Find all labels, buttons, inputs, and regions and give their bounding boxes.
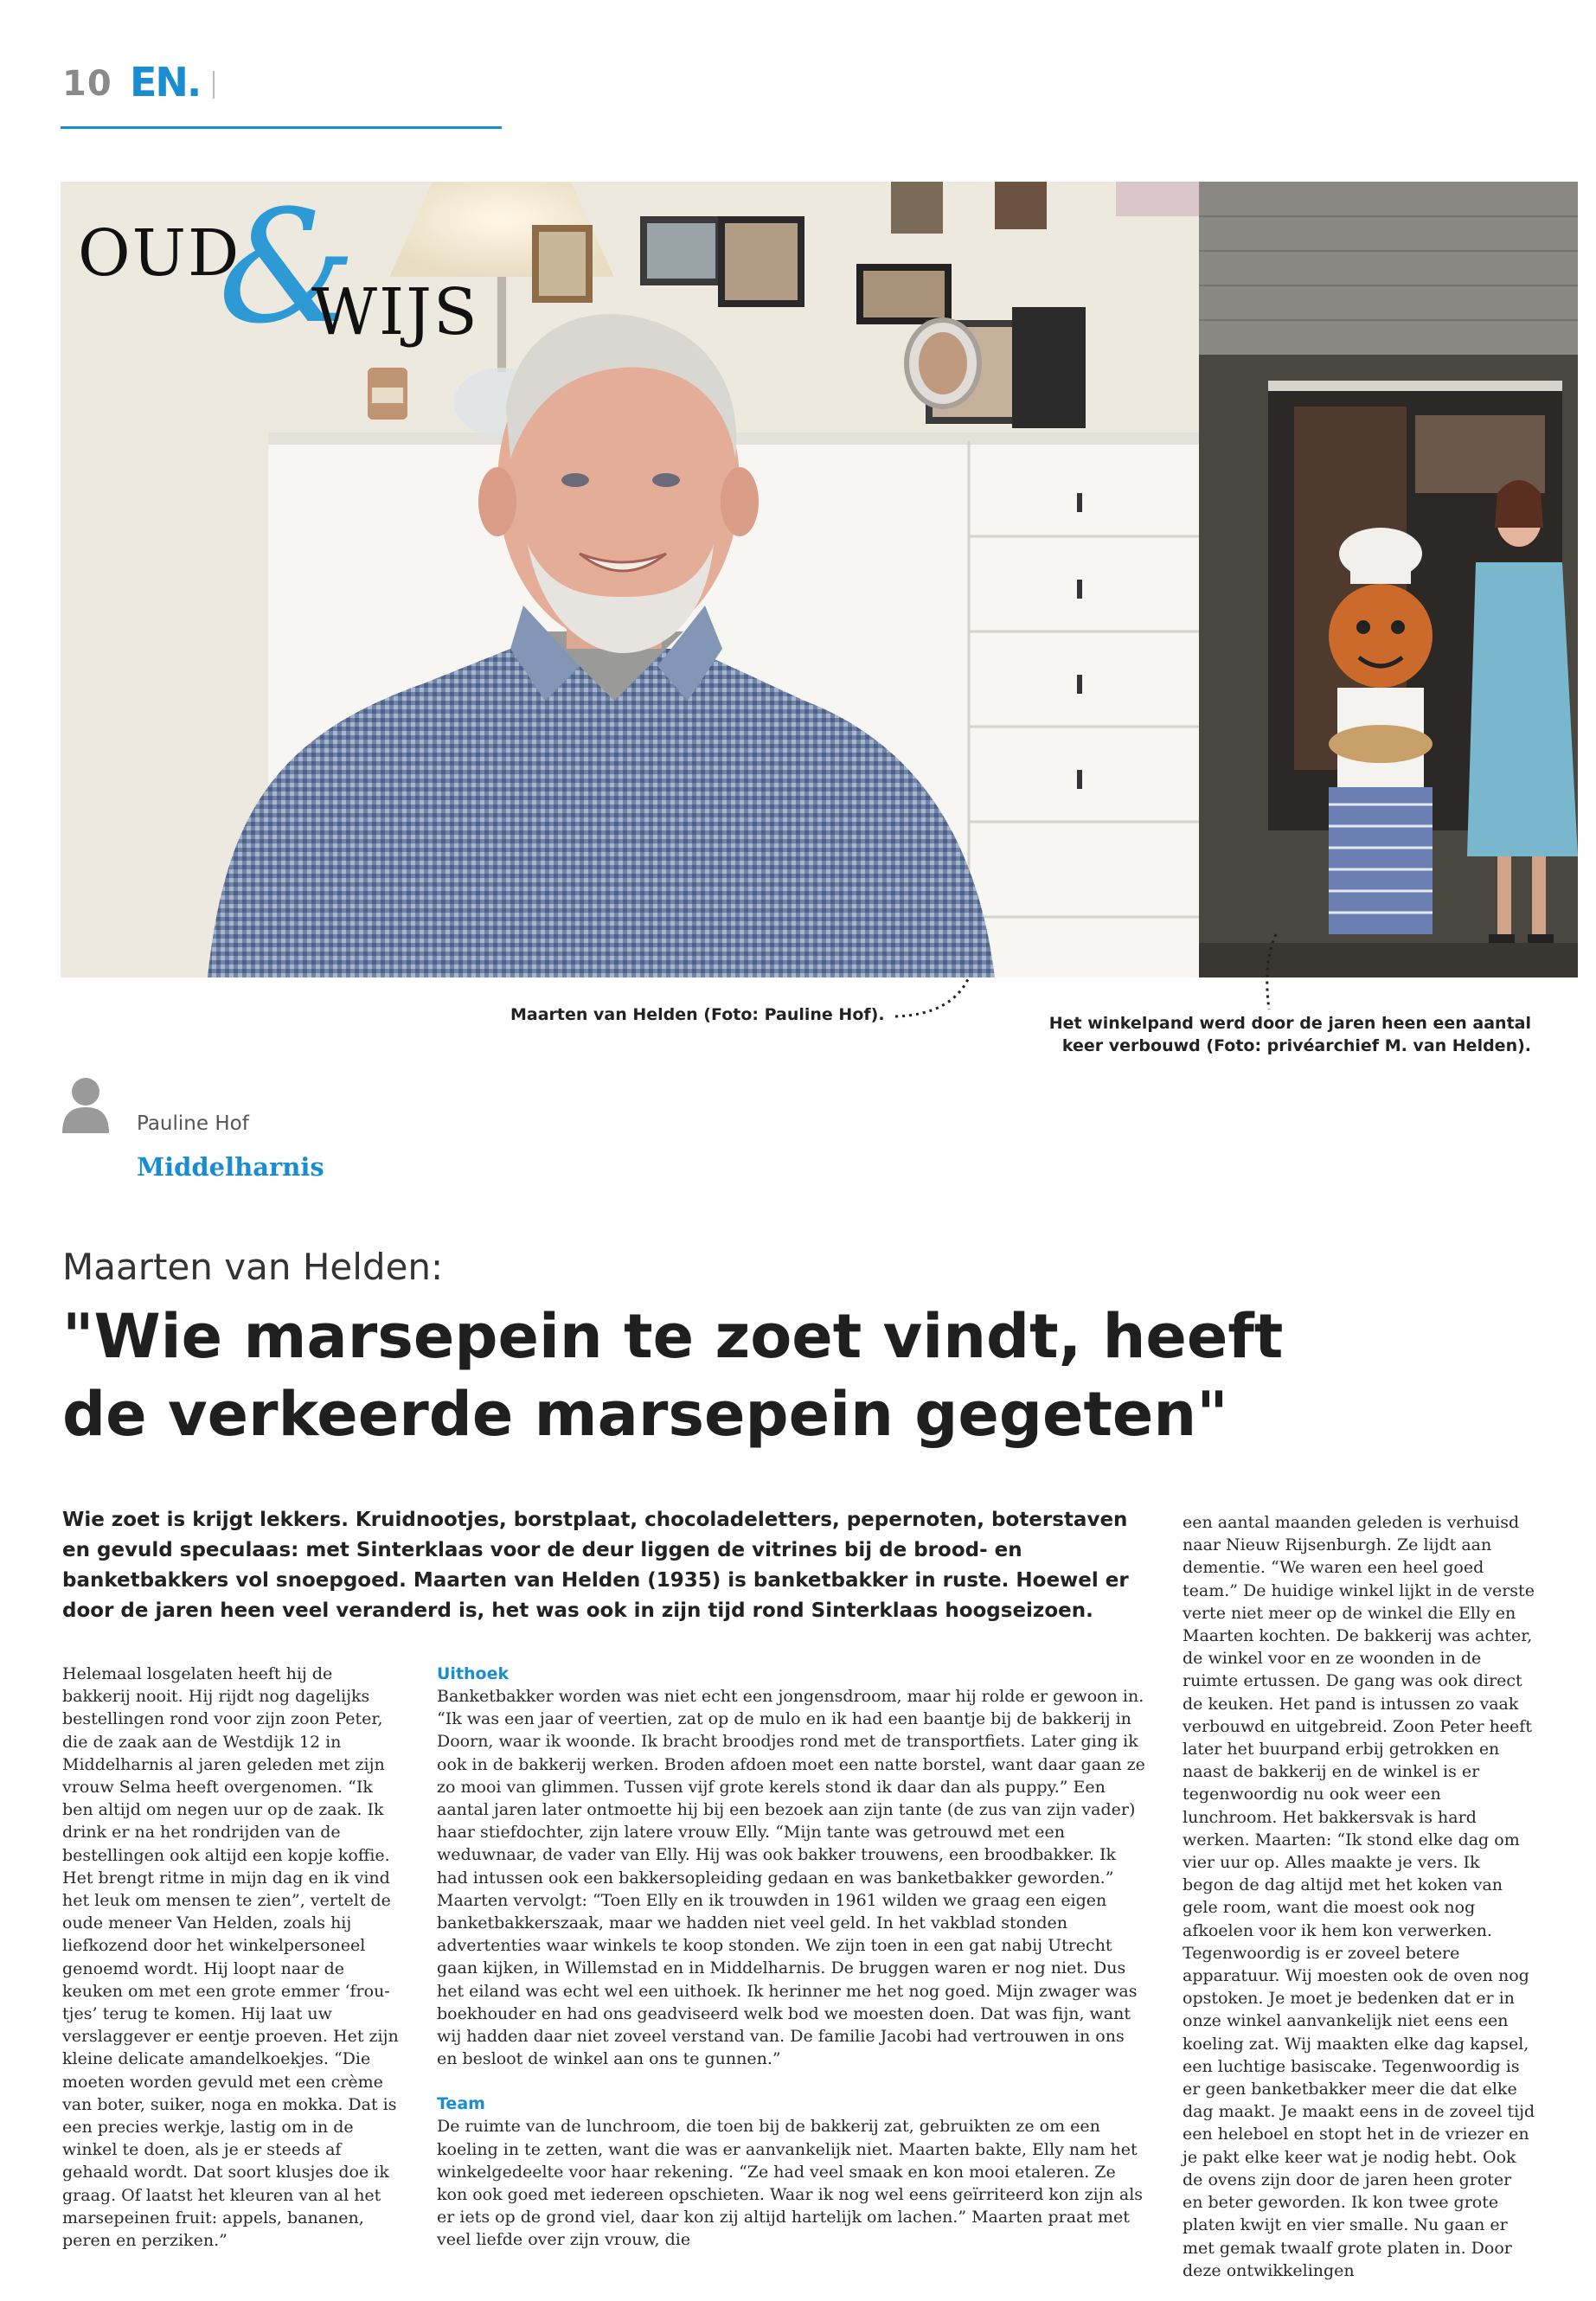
dateline-location: Middelharnis bbox=[137, 1152, 324, 1182]
caption-dotted-pointer bbox=[891, 973, 977, 1021]
column-2-paragraph-1: Banketbakker worden was niet echt een jongensdroom, maar hij rolde er gewoon in. “Ik was een jaar of veertien, zat op de mulo en ik had een baantje bij de bakkerij in Doorn, waar ik woonde. Ik bracht broodjes rond met de transportfiets. Later ging ik ook in de bakkerij werken. Broden afdoen moet een natte borstel, want daar gaan ze zo mooi van glimmen. Tussen vijf grote kerels stond ik daar dan als puppy.” Een aantal jaren later ontmoette hij bij een bezoek aan zijn tante (de zus van zijn vader) haar stiefdochter, zijn latere vrouw Elly. “Mijn tante was getrouwd met een weduwnaar, de vader van Elly. Hij was ook bakker trouwens, een broodbakker. Ik had intussen ook een bakkersopleiding gedaan en was banketbakker geworden.” bbox=[437, 1687, 1145, 1888]
subhead-team: Team bbox=[437, 2094, 485, 2114]
headline-kicker: Maarten van Helden: bbox=[62, 1246, 444, 1288]
shop-archive-photo bbox=[1199, 182, 1578, 977]
column-2-paragraph-2: Maarten vervolgt: “Toen Elly en ik trouwden in 1961 wilden we graag een eigen banketbakkerszaak, maar we hadden niet veel geld. In het vakblad stonden advertenties waar winkels te koop stonden. We zijn toen in een gat nabij Utrecht gaan kijken, in Willemstad en in Middelharnis. De bruggen waren er nog niet. Dus het eiland was echt wel een uithoek. Ik herinner me het nog goed. Mijn zwager was boekhouder en had ons geadviseerd welk bod we moesten doen. Dat was fijn, want wij hadden daar niet zoveel verstand van. De familie Jacobi had vertrouwen in ons en besloot de winkel aan ons te gunnen.” bbox=[437, 1890, 1138, 2069]
header-rule bbox=[61, 126, 502, 129]
headline bbox=[62, 1298, 1550, 1453]
column-1-text: Helemaal losgelaten heeft hij de bakkerij nooit. Hij rijdt nog dagelijks bestellingen rond voor zijn zoon Peter, die de zaak aan de Westdijk 12 in Middelharnis al jaren geleden met zijn vrouw Selma heeft overgenomen. “Ik ben altijd om negen uur op de zaak. Ik drink er na het rondrijden van de bestellingen ook altijd een kopje koffie. Het brengt ritme in mijn dag en ik vind het leuk om mensen te zien”, vertelt de oude meneer Van Helden, zoals hij liefkozend door het winkelpersoneel genoemd wordt. Hij loopt naar de keuken om met een grote emmer ‘frou-tjes’ terug te komen. Hij laat uw verslaggever er eentje proeven. Het zijn kleine delicate amandelkoekjes. “Die moeten worden gevuld met een crème van boter, suiker, noga en mokka. Dat is een precies werkje, lastig om in de winkel te doen, als je er steeds af gehaald wordt. Dat soort klusjes doe ik graag. Of laatst het kleuren van al het marsepeinen fruit: appels, bananen, peren en perziken.” bbox=[62, 1664, 399, 2251]
author-avatar-icon bbox=[61, 1076, 111, 1133]
page-number: 10 bbox=[62, 64, 112, 104]
headline-line-1: "Wie marsepein te zoet vindt, heeft bbox=[62, 1301, 1284, 1372]
logo-ampersand: & bbox=[218, 177, 357, 358]
author-name: Pauline Hof bbox=[137, 1112, 249, 1135]
headline-line-2: de verkeerde marsepein gegeten" bbox=[62, 1379, 1228, 1450]
logo-word-oud: OUD bbox=[78, 216, 241, 291]
article-column-2 bbox=[437, 1663, 1146, 2252]
shop-photo-caption bbox=[986, 1012, 1531, 1057]
article-lead: Wie zoet is krijgt lekkers. Kruidnootjes, borstplaat, chocoladeletters, pepernoten, boterstaven en gevuld speculaas: met Sinterklaas voor de deur liggen de vitrines bij de brood- en banketbakkers vol snoepgoed. Maarten van Helden (1935) is banketbakker in ruste. Hoewel er door de jaren heen veel veranderd is, het was ook in zijn tijd rond Sinterklaas hoogseizoen. bbox=[62, 1509, 1129, 1622]
shop-illustration bbox=[1199, 182, 1578, 977]
brand-logo: EN. bbox=[130, 59, 201, 106]
article-column-3 bbox=[1183, 1511, 1535, 2282]
column-2-paragraph-3: De ruimte van de lunchroom, die toen bij de bakkerij zat, gebruikten ze om een koeling in te zetten, want die was er aanvankelijk niet. Maarten bakte, Elly nam het winkelgedeelte voor haar rekening. “Ze had veel smaak en kon mooi etaleren. Ze kon ook goed met iedereen opschieten. Waar ik nog wel eens geïrriteerd kon zijn als er iets op de grond viel, daar kon zij altijd hartelijk om lachen.” Maarten praat met veel liefde over zijn vrouw, die bbox=[437, 2117, 1144, 2250]
column-3-text: een aantal maanden geleden is verhuisd naar Nieuw Rijsenburgh. Ze lijdt aan dementie. “We waren een heel goed team.” De huidige winkel lijkt in de verste verte niet meer op de winkel die Elly en Maarten kochten. De bakkerij was achter, de winkel voor en ze woonden in de ruimte ertussen. De gang was ook direct de keuken. Het pand is intussen zo vaak verbouwd en uitgebreid. Zoon Peter heeft later het buurpand erbij getrokken en naast de bakkerij en de winkel is er tegenwoordig nu ook weer een lunchroom. Het bakkersvak is hard werken. Maarten: “Ik stond elke dag om vier uur op. Alles maakte je vers. Ik begon de dag altijd met het koken van gele room, want die moest ook nog afkoelen voor ik hem kon verwerken. Tegenwoordig is er zoveel betere apparatuur. Wij moesten ook de oven nog opstoken. Je moet je bedenken dat er in onze winkel aanvankelijk niet eens een koeling zat. Wij maakten elke dag kapsel, een luchtige basiscake. Tegenwoordig is er geen banketbakker meer die dat elke dag maakt. Je maakt eens in de zoveel tijd een heleboel en stopt het in de vriezer en je pakt elke keer wat je nodig hebt. Ook de ovens zijn door de jaren heen groter en beter geworden. Ik kon twee grote platen kwijt en vier smalle. Nu gaan er met gemak twaalf grote platen in. Door deze ontwikkelingen bbox=[1183, 1513, 1535, 2280]
subhead-uithoek: Uithoek bbox=[437, 1664, 510, 1683]
shop-photo-caption-line1: Het winkelpand werd door de jaren heen een aantal bbox=[1048, 1014, 1531, 1033]
header-divider bbox=[213, 71, 215, 99]
portrait-caption: Maarten van Helden (Foto: Pauline Hof). bbox=[510, 1005, 885, 1024]
article-column-1 bbox=[62, 1663, 400, 2252]
logo-word-wijs: WIJS bbox=[311, 275, 479, 349]
side-caption-dotted-pointer bbox=[1259, 927, 1285, 1014]
shop-photo-caption-line2: keer verbouwd (Foto: privéarchief M. van Helden). bbox=[1061, 1036, 1531, 1055]
